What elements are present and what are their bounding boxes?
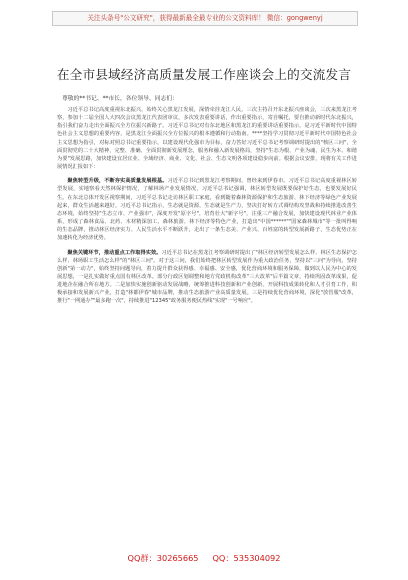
salutation: 尊敬的**书记、**市长，各位领导、同志们： — [62, 96, 178, 102]
paragraph-text: 习近平总书记在黑龙江考察调研时提出了"林区经济转型发展怎么样、林区生态保护怎么样、林场职工生活怎么样"的"林区三问"。对于这三问，我们始终把林区转型发展作为重大政治任务，坚持以"三问"为导向，坚持创新"第一动力"，始终坚持问题导向，着力提升群众获得感、幸福感、安全感，优化营商环境和服务保障，做到以人民为中心的发展思想，一是扎实做好重点国有林区改革。部分行政区划调整和地方党政机构改革"三大改革"后半篇文章，持续巩固改革成果，促进地企在融合所在地方。二是加快实施创新驱动发展战略，统筹推进科技创新和产业创新，开展科技成果转化和人才引育工作，积极承接和发展新兴产业，打造"林都伊春"城市品牌，推动生态旅游产业高质量发展。三是持续优化营商环境，深化"放管服"改革，推行"一网通办""最多跑一次"，持续推进"12345"政务服务便民热线"实现"一号响应"。 — [57, 249, 357, 305]
document-body — [57, 106, 357, 544]
paragraph-lead: 聚焦关键环节，推动重点工作取得实效。 — [67, 249, 162, 256]
contact-footer — [0, 553, 408, 564]
paragraph — [57, 106, 357, 171]
document-title: 在全市县域经济高质量发展工作座谈会上的交流发言 — [56, 67, 352, 82]
paragraph-text: 习近平总书记到黑龙江考察期间，曾经来到伊春市。习近平总书记高度重视林区转型发展，实地察看天然林保护情况，了解林场产业发展情况，习近平总书记强调，林区转型发展既要保护好生态，也要发展好民生。在东北总体开发区视察期间，习近平总书记走访林区职工家庭，看到随着森林资源保护和生态旅游、林下经济等绿色产业发展起来，群众生活越来越好。习近平总书记指示，生态就是资源，生态就是生产力，坚决打好转方式调结构攻坚战和持续推进改善生态环境，始终坚持"生态立市、产业强市"，深度开发"原字号"，培育壮大"新字号"，注重三产融合发展，加快建设现代林业产业体系，形成了森林食品、北药、木材精深加工、森林旅游、林下经济等特色产业，打造出"中国******""国家森林城市"等一批叫得响的生态品牌，推动林区经济实力、人民生活水平不断跃升，走出了一条生态美、产业兴、百姓富的转型发展新路子，生态优势正在加速转化为经济优势。 — [57, 178, 357, 242]
qq-number-text: QQ：535304092 — [212, 553, 281, 563]
paragraph-lead: 聚焦转型升级，不断夯实高质量发展根基。 — [67, 178, 168, 185]
paragraph-text: 习近平总书记高度重视东北振兴，始终关心黑龙江发展，深情牵挂龙江人民。三次主持召开东北振兴座谈会，三次来黑龙江考察，参加十二届全国人大四次会议黑龙江代表团审议，多次发表重要讲话，作出重要指示，寄自嘱托，要自推动新时代东北振兴，指引我们奋力走出全面振兴全方位振兴新路子。习近平总书记对有东北地区和黑龙江的重要讲话重要指示，是习近平新时代中国特色社会主义思想的重要内容，是黑龙江全面振兴全方位振兴的根本遵循和行动指南。****坚持学习贯彻习近平新时代中国特色社会主义思想为指引，对标对照总书记重要指示，以建设现代化强市为目标，奋力答好习近平总书记考察调研时提出的"核区三问"，全面贯彻党的二十大精神，完整、准确、全面贯彻新发展理念，服务和融入新发展格局，坚持"生态为根、产业为魂、民生为本、和谐为要"发展思路，加快建设宜居宜业、全域经济、商业、文化、社会、生态文明各项建设稳步向前。根据会议安排，现将有关工作进展情况汇报如下： — [57, 107, 357, 171]
qq-group-text: QQ群：30265665 — [127, 553, 199, 563]
paragraph — [57, 177, 357, 242]
promo-banner: 关注头条号"公文研究"，获得最新最全最专业的公文资料库！ 微信：gongwenyj — [52, 11, 358, 26]
paragraph — [57, 249, 357, 306]
